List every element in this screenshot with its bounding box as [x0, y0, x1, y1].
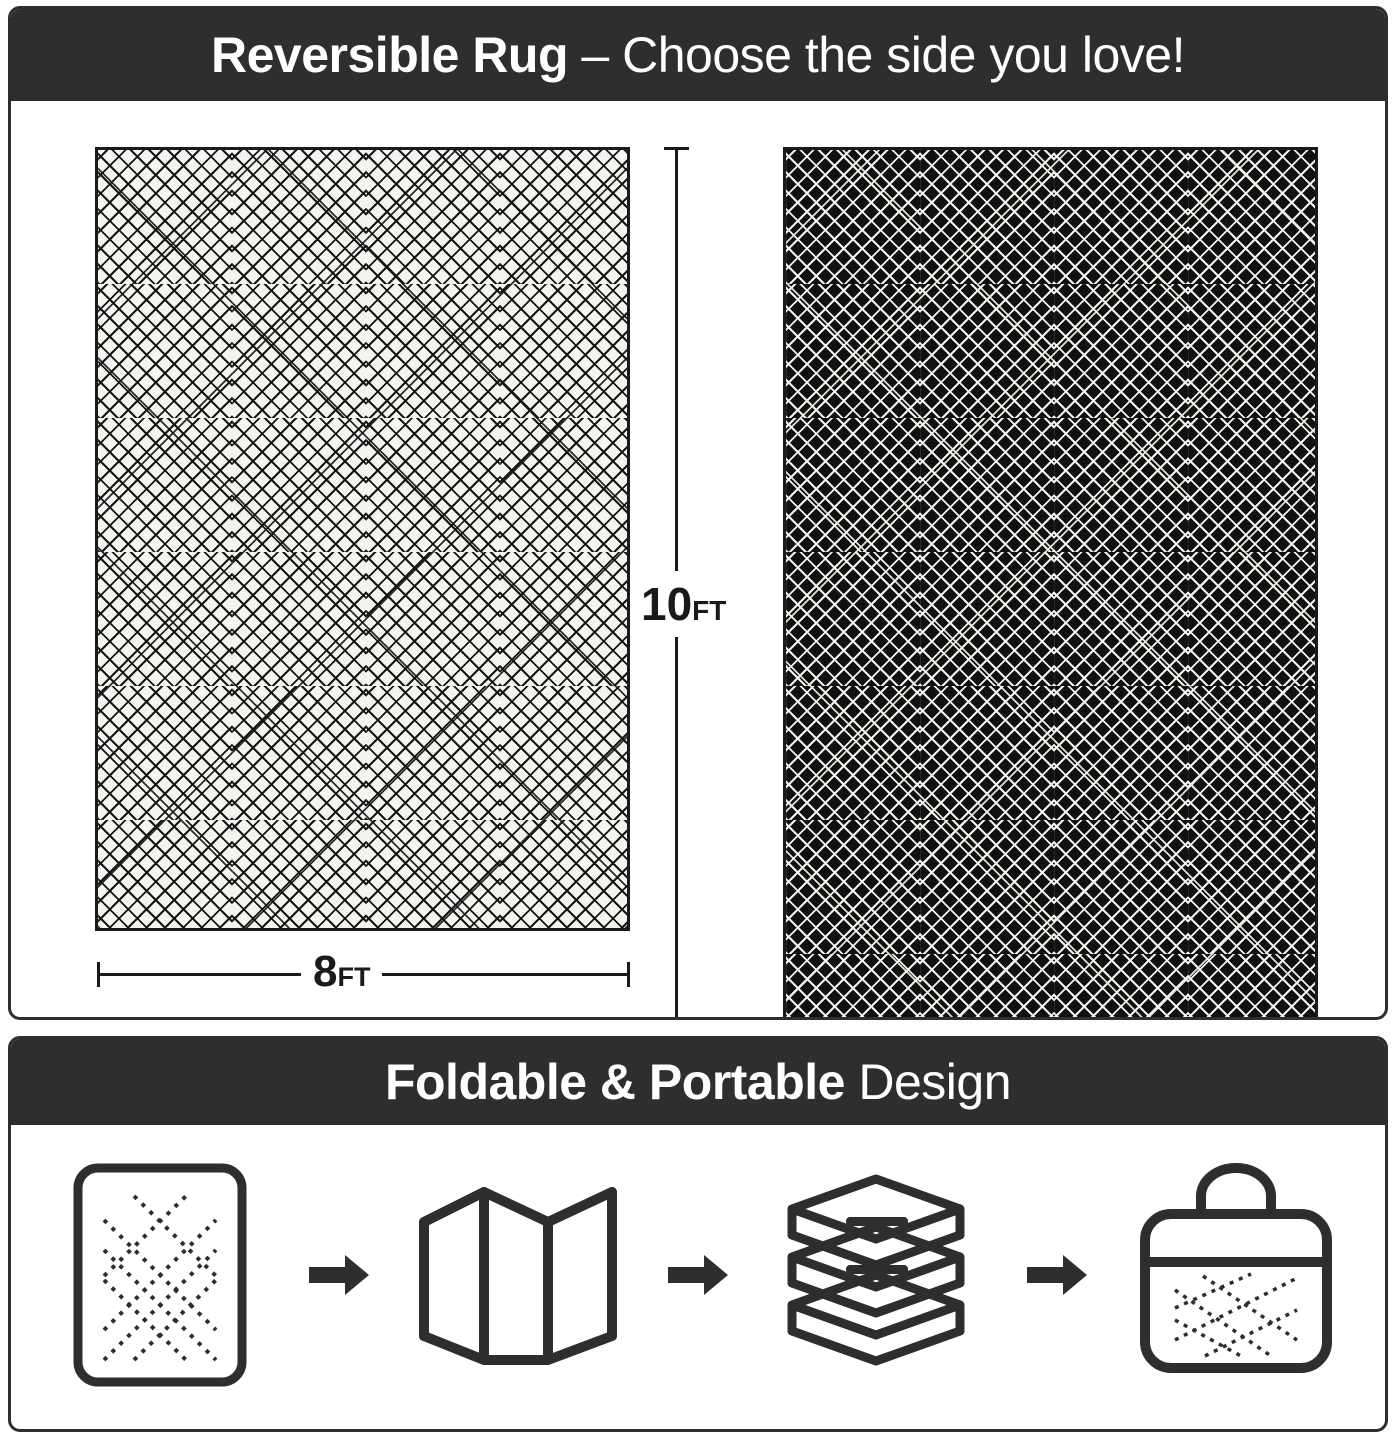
- rug-flat-icon: [70, 1160, 250, 1390]
- reversible-rug-panel: [8, 6, 1388, 1020]
- height-value: 10: [641, 578, 693, 630]
- step-carry-bag: [1131, 1150, 1341, 1400]
- carry-bag-icon: [1131, 1160, 1341, 1390]
- rug-light-side: [95, 147, 630, 931]
- foldable-light-text: Design: [844, 1054, 1012, 1110]
- step-folded-rug: [414, 1150, 624, 1400]
- rug-light-weave-pattern: [98, 150, 627, 928]
- foldable-portable-header: [11, 1039, 1385, 1125]
- rug-folded-icon: [414, 1170, 624, 1380]
- header-light-text: – Choose the side you love!: [568, 27, 1185, 83]
- arrow-right-icon: [307, 1253, 371, 1297]
- width-dimension-label: [301, 943, 382, 1001]
- height-unit: FT: [692, 595, 727, 626]
- width-unit: FT: [337, 962, 371, 992]
- foldable-portable-panel: [8, 1036, 1388, 1432]
- step-flat-rug: [55, 1150, 265, 1400]
- foldable-bold-text: Foldable & Portable: [384, 1054, 845, 1110]
- arrow-2: [661, 1245, 735, 1305]
- foldable-portable-header-text: [385, 1053, 1011, 1111]
- arrow-right-icon: [666, 1253, 730, 1297]
- width-value: 8: [313, 947, 338, 996]
- arrow-right-icon: [1025, 1253, 1089, 1297]
- rug-dark-side: [783, 147, 1318, 1020]
- rug-stacked-icon: [772, 1165, 982, 1385]
- reversible-rug-header: [11, 9, 1385, 101]
- fold-steps-row: [11, 1125, 1385, 1425]
- rug-dark-weave-pattern: [786, 150, 1315, 1020]
- height-dimension-label: [633, 571, 734, 637]
- arrow-3: [1020, 1245, 1094, 1305]
- header-bold-text: Reversible Rug: [211, 27, 569, 83]
- reversible-rug-header-text: [211, 26, 1185, 84]
- step-stacked-rug: [772, 1150, 982, 1400]
- rug-comparison-area: [11, 101, 1385, 1019]
- arrow-1: [302, 1245, 376, 1305]
